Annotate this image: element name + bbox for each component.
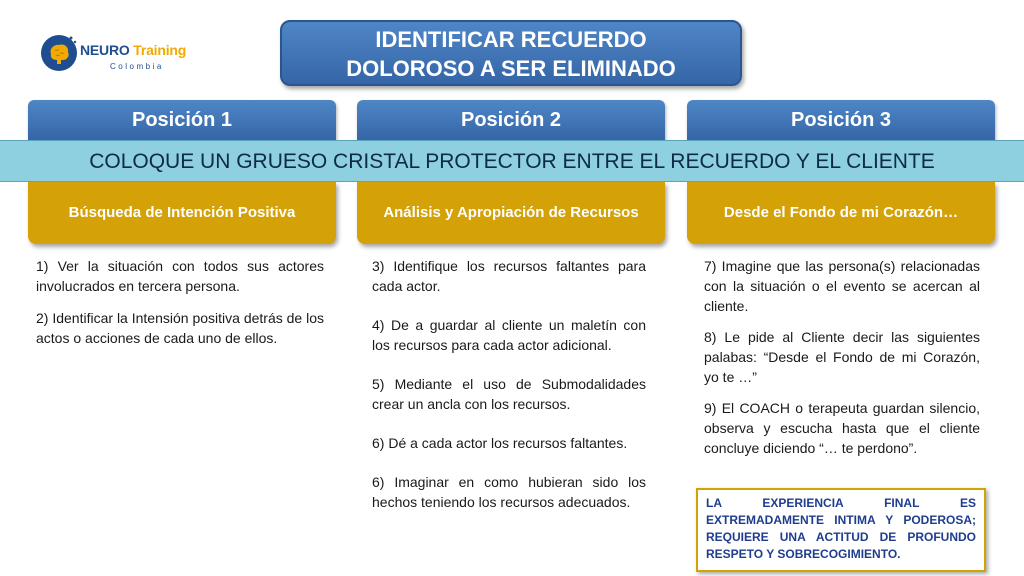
protective-crystal-banner: COLOQUE UN GRUESO CRISTAL PROTECTOR ENTRE EL RECUERDO Y EL CLIENTE bbox=[0, 140, 1024, 182]
position-1-subtitle-text: Búsqueda de Intención Positiva bbox=[68, 204, 296, 221]
step-item: 4) De a guardar al cliente un maletín con los recursos para cada actor adicional. bbox=[372, 317, 646, 353]
step-item: 6) Dé a cada actor los recursos faltantes. bbox=[372, 435, 628, 451]
logo-brand: NEURO Training bbox=[80, 42, 187, 58]
position-1-subtitle bbox=[28, 182, 336, 244]
position-2-header: Posición 2 bbox=[357, 100, 665, 140]
step-item: 6) Imaginar en como hubieran sido los hechos teniendo los recursos adecuados. bbox=[372, 474, 646, 510]
position-2-subtitle bbox=[357, 182, 665, 244]
step-item: 3) Identifique los recursos faltantes para cada actor. bbox=[372, 258, 646, 294]
page-title bbox=[280, 20, 742, 86]
position-1-header: Posición 1 bbox=[28, 100, 336, 140]
title-line-2: DOLOROSO A SER ELIMINADO bbox=[346, 56, 676, 81]
step-item: 5) Mediante el uso de Submodalidades crear un ancla con los recursos. bbox=[372, 376, 646, 412]
final-experience-note: LA EXPERIENCIA FINAL ES EXTREMADAMENTE INTIMA Y PODEROSA; REQUIERE UNA ACTITUD DE PROFUNDO RESPETO Y SOBRECOGIMIENTO. bbox=[696, 488, 986, 572]
step-item: 1) Ver la situación con todos sus actores involucrados en tercera persona. bbox=[36, 258, 324, 294]
position-3-header: Posición 3 bbox=[687, 100, 995, 140]
brain-icon bbox=[40, 34, 78, 72]
logo bbox=[40, 28, 200, 88]
step-item: 8) Le pide al Cliente decir las siguientes palabas: “Desde el Fondo de mi Corazón, yo te …” bbox=[704, 329, 980, 385]
step-item: 2) Identificar la Intensión positiva detrás de los actos o acciones de cada uno de ellos. bbox=[36, 310, 324, 346]
step-item: 9) El COACH o terapeuta guardan silencio, observa y escucha hasta que el cliente concluye diciendo “… te perdono”. bbox=[704, 400, 980, 456]
logo-subtitle: Colombia bbox=[110, 62, 164, 71]
step-item: 7) Imagine que las persona(s) relacionadas con la situación o el evento se acercan al cliente. bbox=[704, 258, 980, 314]
position-2-subtitle-text: Análisis y Apropiación de Recursos bbox=[383, 204, 639, 221]
title-line-1: IDENTIFICAR RECUERDO bbox=[375, 27, 647, 52]
position-3-steps bbox=[704, 256, 980, 469]
position-3-subtitle-text: Desde el Fondo de mi Corazón… bbox=[723, 204, 959, 221]
position-1-steps bbox=[36, 256, 324, 360]
position-2-steps bbox=[372, 256, 646, 531]
position-3-subtitle bbox=[687, 182, 995, 244]
